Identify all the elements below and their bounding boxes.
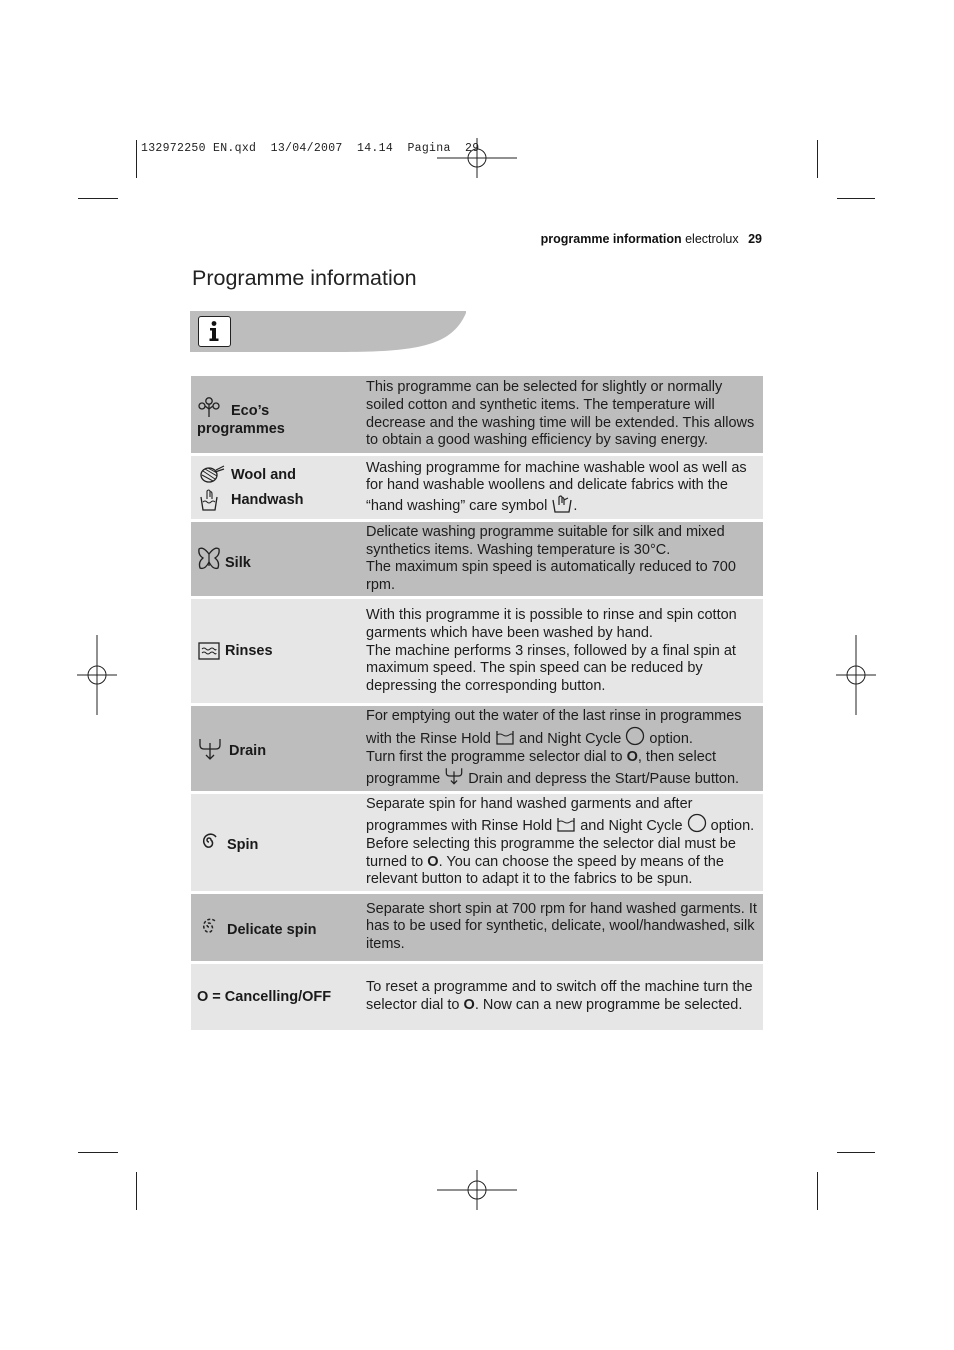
eco-icon <box>197 396 221 418</box>
description-text: Washing programme for machine washable wool as well as for hand washable woollens and delicate fabrics with the “hand washing” care symbol <box>366 459 747 514</box>
table-row <box>191 599 763 703</box>
programme-description: Separate short spin at 700 rpm for hand washed garments. It has to be used for synthetic, delicate, wool/handwashed, silk items. <box>361 894 763 961</box>
drain-icon <box>197 737 223 761</box>
delicate-spin-icon <box>197 915 221 939</box>
crop-mark <box>817 1172 818 1210</box>
programme-name: Delicate spin <box>227 922 317 939</box>
programme-description <box>361 794 763 891</box>
programme-name-cell <box>191 456 361 519</box>
programme-name: O = Cancelling/OFF <box>197 988 332 1005</box>
silk-icon <box>197 546 221 572</box>
programme-description: This programme can be selected for slightly or normally soiled cotton and synthetic items. The temperature will decrease and the washing time will be extended. This allows to obtain a good washing efficiency by saving energy. <box>361 376 763 453</box>
registration-mark <box>836 635 876 715</box>
night-cycle-icon <box>625 726 645 746</box>
crop-mark <box>837 198 875 199</box>
crop-mark <box>817 140 818 178</box>
description-line: With this programme it is possible to rinse and spin cotton garments which have been washed by hand. <box>366 607 737 641</box>
description-line: Delicate washing programme suitable for silk and mixed synthetics items. Washing temperature is 30°C. <box>366 524 725 558</box>
programme-name: Wool and <box>231 466 296 483</box>
description-text: , then select programme <box>366 748 717 788</box>
description-text: Drain and depress the Start/Pause button. <box>468 771 740 788</box>
description-line: The machine performs 3 rinses, followed by a final spin at maximum speed. The spin speed can be reduced by depressing the corresponding button. <box>366 642 736 694</box>
running-header <box>541 232 762 246</box>
registration-mark <box>437 1170 517 1210</box>
programme-name: Drain <box>229 742 267 759</box>
description-line: The maximum spin speed is automatically reduced to 700 rpm. <box>366 559 736 593</box>
off-symbol: O <box>463 996 475 1013</box>
programme-name-cell <box>191 964 361 1030</box>
programme-table <box>191 373 763 1033</box>
header-section: programme information <box>540 232 682 246</box>
drain-icon-inline <box>444 766 464 786</box>
info-banner <box>190 311 467 353</box>
crop-mark <box>837 1152 875 1153</box>
description-end: . <box>573 497 578 514</box>
wool-icon <box>197 465 225 485</box>
programme-name: Eco’s <box>231 402 270 419</box>
programme-name-cell <box>191 599 361 703</box>
programme-name-cell <box>191 706 361 790</box>
crop-mark <box>78 198 118 199</box>
description-text: Turn first the programme selector dial to <box>366 748 623 765</box>
description-text: Separate spin for hand washed garments and after programmes with Rinse Hold <box>366 795 693 835</box>
description-text: option. <box>649 730 693 747</box>
page-number: 29 <box>748 232 762 246</box>
description-text: option. Before selecting this programme the selector dial must be turned to <box>366 818 755 870</box>
header-brand: electrolux <box>685 232 739 246</box>
description-text: and Night Cycle <box>580 818 683 835</box>
programme-description <box>361 599 763 703</box>
table-row <box>191 522 763 596</box>
programme-description <box>361 706 763 790</box>
programme-name-cell <box>191 794 361 891</box>
off-symbol: O <box>626 748 638 765</box>
crop-mark <box>136 140 137 178</box>
crop-mark <box>78 1152 118 1153</box>
table-row <box>191 894 763 961</box>
night-cycle-icon <box>687 813 707 833</box>
registration-mark <box>77 635 117 715</box>
description-text: For emptying out the water of the last rinse in programmes with the Rinse Hold <box>366 708 742 747</box>
programme-name: Spin <box>227 837 259 854</box>
programme-name-cont: programmes <box>197 420 285 437</box>
crop-mark <box>136 1172 137 1210</box>
rinses-icon <box>197 641 221 661</box>
handwash-care-icon <box>551 495 573 513</box>
table-row <box>191 706 763 790</box>
programme-description <box>361 964 763 1030</box>
programme-name-cell <box>191 376 361 453</box>
programme-name-cont: Handwash <box>231 491 304 508</box>
spin-icon <box>197 830 221 854</box>
table-row <box>191 964 763 1030</box>
info-icon <box>198 316 231 347</box>
table-row <box>191 794 763 891</box>
description-text: . Now can a new programme be selected. <box>474 996 743 1013</box>
handwash-icon <box>197 489 221 511</box>
table-row <box>191 456 763 519</box>
description-text: and Night Cycle <box>518 730 622 747</box>
rinse-hold-icon <box>495 730 515 746</box>
table-row <box>191 376 763 453</box>
page-title: Programme information <box>192 266 417 290</box>
description-text: To reset a programme and to switch off the machine turn the selector dial to <box>366 979 753 1013</box>
programme-description <box>361 456 763 519</box>
rinse-hold-icon <box>556 817 576 833</box>
programme-name: Rinses <box>225 643 273 660</box>
programme-name: Silk <box>225 555 251 572</box>
programme-name-cell <box>191 894 361 961</box>
off-symbol: O <box>427 853 439 870</box>
print-slug: 132972250 EN.qxd 13/04/2007 14.14 Pagina 29 <box>141 142 480 155</box>
programme-name-cell <box>191 522 361 596</box>
description-text: . You can choose the speed by means of the relevant button to adapt it to the fabrics to be spun. <box>366 853 724 888</box>
programme-description <box>361 522 763 596</box>
